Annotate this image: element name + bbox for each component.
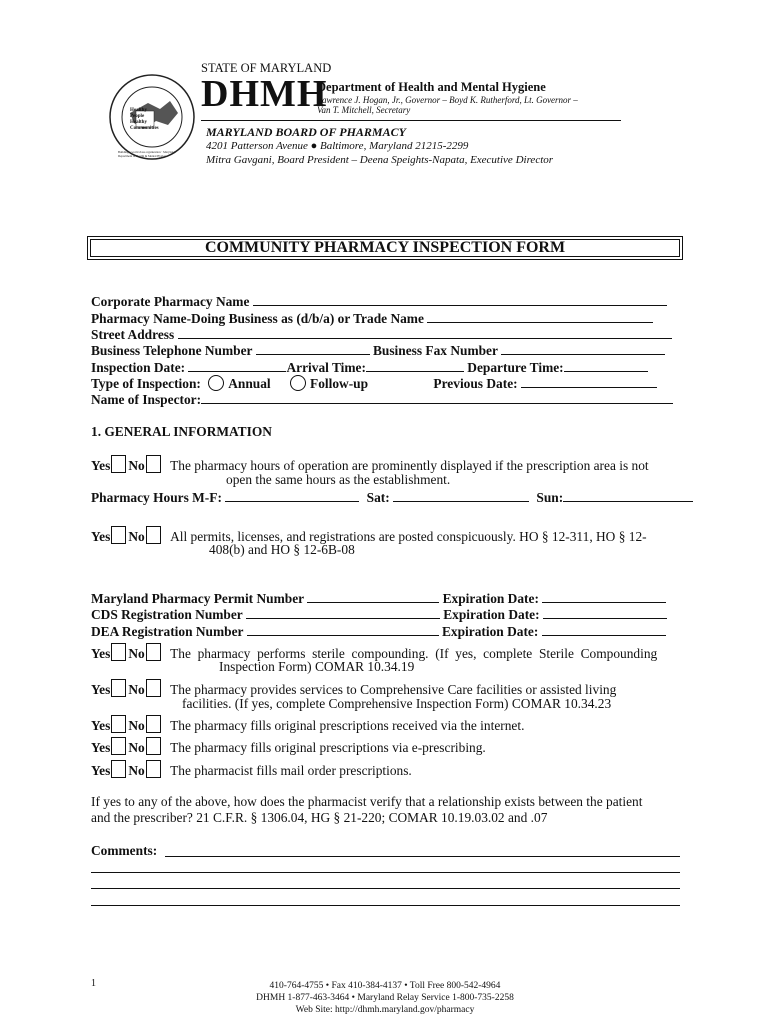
permit-expiration-input[interactable] xyxy=(542,590,666,603)
mail-order-question-row xyxy=(91,760,412,779)
annual-label: Annual xyxy=(228,376,271,391)
form-title: COMMUNITY PHARMACY INSPECTION FORM xyxy=(204,239,566,256)
section-1-title: 1. GENERAL INFORMATION xyxy=(91,424,272,439)
page-number: 1 xyxy=(91,978,96,989)
permits-yes-checkbox[interactable] xyxy=(111,526,126,544)
fax-label: Business Fax Number xyxy=(372,343,498,358)
permit-expiration-label: Expiration Date: xyxy=(442,591,539,606)
board-officers: Mitra Gavgani, Board President – Deena Speights-Napata, Executive Director xyxy=(206,154,554,166)
board-address: 4201 Patterson Avenue ● Baltimore, Maryland 21215-2299 xyxy=(206,140,469,152)
departure-label: Departure Time: xyxy=(467,360,564,375)
ccf-question-text-2: facilities. (If yes, complete Comprehensive Inspection Form) COMAR 10.34.23 xyxy=(182,696,612,711)
hours-no-checkbox[interactable] xyxy=(146,455,161,473)
permits-question-row xyxy=(91,526,647,545)
cds-number-input[interactable] xyxy=(246,606,440,619)
yes-label: Yes xyxy=(91,646,111,661)
internet-question-row xyxy=(91,715,524,734)
permit-number-input[interactable] xyxy=(307,590,439,603)
hours-sun-label: Sun: xyxy=(536,490,564,505)
ccf-no-checkbox[interactable] xyxy=(146,679,161,697)
inspection-date-label: Inspection Date: xyxy=(91,360,186,375)
sterile-no-checkbox[interactable] xyxy=(146,643,161,661)
inspection-date-row xyxy=(91,359,648,376)
street-row xyxy=(91,326,672,343)
corporate-name-row xyxy=(91,293,667,310)
previous-date-label: Previous Date: xyxy=(433,376,518,391)
yes-label: Yes xyxy=(91,529,111,544)
yes-label: Yes xyxy=(91,682,111,697)
permits-no-checkbox[interactable] xyxy=(146,526,161,544)
eprescribing-no-checkbox[interactable] xyxy=(146,737,161,755)
header-rule xyxy=(201,120,621,121)
hours-mf-input[interactable] xyxy=(225,489,359,502)
corporate-name-label: Corporate Pharmacy Name xyxy=(91,294,250,309)
hours-sat-input[interactable] xyxy=(393,489,529,502)
hours-question-text: The pharmacy hours of operation are prominently displayed if the prescription area is not xyxy=(170,458,649,473)
inspector-row xyxy=(91,391,673,408)
hours-yes-checkbox[interactable] xyxy=(111,455,126,473)
pharmacy-hours-row xyxy=(91,489,693,506)
cds-number-row xyxy=(91,606,667,623)
inspection-date-input[interactable] xyxy=(188,359,286,372)
departure-input[interactable] xyxy=(564,359,648,372)
logo-center-text: Healthy People Healthy Communities xyxy=(130,108,159,131)
dea-expiration-label: Expiration Date: xyxy=(441,624,539,639)
verify-text-1: If yes to any of the above, how does the pharmacist verify that a relationship exists between the patient xyxy=(91,794,643,809)
comments-line-2[interactable] xyxy=(91,872,680,873)
eprescribing-question-text: The pharmacy fills original prescriptions via e-prescribing. xyxy=(170,740,486,755)
dea-expiration-input[interactable] xyxy=(542,623,666,636)
eprescribing-yes-checkbox[interactable] xyxy=(111,737,126,755)
officials-line-2: Van T. Mitchell, Secretary xyxy=(317,105,411,115)
no-label: No xyxy=(128,682,145,697)
footer-line-2: DHMH 1-877-463-3464 • Maryland Relay Service 1-800-735-2258 xyxy=(256,993,514,1003)
internet-no-checkbox[interactable] xyxy=(146,715,161,733)
annual-radio[interactable] xyxy=(208,375,224,391)
verify-text-2: and the prescriber? 21 C.F.R. § 1306.04, HG § 21-220; COMAR 10.19.03.02 and .07 xyxy=(91,810,548,825)
mail-order-no-checkbox[interactable] xyxy=(146,760,161,778)
internet-question-text: The pharmacy fills original prescriptions received via the internet. xyxy=(170,718,525,733)
street-input[interactable] xyxy=(178,326,672,339)
arrival-label: Arrival Time: xyxy=(286,360,366,375)
hours-sun-input[interactable] xyxy=(563,489,693,502)
state-label: STATE OF MARYLAND xyxy=(201,61,332,75)
yes-label: Yes xyxy=(91,458,111,473)
phone-fax-row xyxy=(91,342,665,359)
comments-line-4[interactable] xyxy=(91,905,680,906)
cds-number-label: CDS Registration Number xyxy=(91,607,243,622)
yes-label: Yes xyxy=(91,763,111,778)
comments-line-3[interactable] xyxy=(91,888,680,889)
permit-number-label: Maryland Pharmacy Permit Number xyxy=(91,591,304,606)
hours-sat-label: Sat: xyxy=(366,490,390,505)
inspection-type-label: Type of Inspection: xyxy=(91,376,201,391)
yes-label: Yes xyxy=(91,718,111,733)
dea-number-input[interactable] xyxy=(247,623,439,636)
mail-order-yes-checkbox[interactable] xyxy=(111,760,126,778)
logo-ring-text: Building a world class organization · Maryland Department of Health & Mental Hygiene xyxy=(118,150,175,158)
no-label: No xyxy=(128,646,145,661)
fax-input[interactable] xyxy=(501,342,665,355)
yes-label: Yes xyxy=(91,740,111,755)
no-label: No xyxy=(128,740,145,755)
footer-line-3: Web Site: http://dhmh.maryland.gov/pharmacy xyxy=(295,1005,475,1015)
phone-label: Business Telephone Number xyxy=(91,343,253,358)
comments-label: Comments: xyxy=(91,843,158,858)
permit-number-row xyxy=(91,590,666,607)
officials-line-1: Lawrence J. Hogan, Jr., Governor – Boyd K. Rutherford, Lt. Governor – xyxy=(317,95,578,105)
no-label: No xyxy=(128,718,145,733)
ccf-question-text: The pharmacy provides services to Comprehensive Care facilities or assisted living xyxy=(170,682,617,697)
inspection-type-row xyxy=(91,375,657,392)
street-label: Street Address xyxy=(91,327,175,342)
cds-expiration-input[interactable] xyxy=(543,606,667,619)
sterile-question-text-2: Inspection Form) COMAR 10.34.19 xyxy=(219,659,415,674)
hours-mf-label: Pharmacy Hours M-F: xyxy=(91,490,222,505)
followup-label: Follow-up xyxy=(310,376,369,391)
inspector-input[interactable] xyxy=(201,391,673,404)
hours-question-text-2: open the same hours as the establishment. xyxy=(226,472,451,487)
permits-question-text: All permits, licenses, and registrations are posted conspicuously. HO § 12-311, HO § 12- xyxy=(170,529,647,544)
corporate-name-input[interactable] xyxy=(253,293,667,306)
department-name: Department of Health and Mental Hygiene xyxy=(317,80,546,94)
comments-line-1[interactable] xyxy=(165,856,680,857)
phone-input[interactable] xyxy=(256,342,370,355)
sterile-yes-checkbox[interactable] xyxy=(111,643,126,661)
agency-abbr: DHMH xyxy=(201,73,328,115)
dea-number-row xyxy=(91,623,666,640)
followup-radio[interactable] xyxy=(290,375,306,391)
dba-name-row xyxy=(91,310,653,327)
no-label: No xyxy=(128,763,145,778)
dba-name-label: Pharmacy Name-Doing Business as (d/b/a) or Trade Name xyxy=(91,311,424,326)
sterile-question-text: The pharmacy performs sterile compounding. (If yes, complete Sterile Compounding xyxy=(170,646,658,661)
footer-line-1: 410-764-4755 • Fax 410-384-4137 • Toll Free 800-542-4964 xyxy=(269,981,501,991)
no-label: No xyxy=(128,458,145,473)
internet-yes-checkbox[interactable] xyxy=(111,715,126,733)
board-name: MARYLAND BOARD OF PHARMACY xyxy=(206,125,406,139)
arrival-input[interactable] xyxy=(366,359,464,372)
eprescribing-question-row xyxy=(91,737,486,756)
inspector-label: Name of Inspector: xyxy=(91,392,202,407)
ccf-yes-checkbox[interactable] xyxy=(111,679,126,697)
dea-number-label: DEA Registration Number xyxy=(91,624,244,639)
dba-name-input[interactable] xyxy=(427,310,653,323)
permits-question-text-2: 408(b) and HO § 12-6B-08 xyxy=(209,542,355,557)
no-label: No xyxy=(128,529,145,544)
previous-date-input[interactable] xyxy=(521,375,657,388)
mail-order-question-text: The pharmacist fills mail order prescriptions. xyxy=(170,763,412,778)
cds-expiration-label: Expiration Date: xyxy=(443,607,540,622)
